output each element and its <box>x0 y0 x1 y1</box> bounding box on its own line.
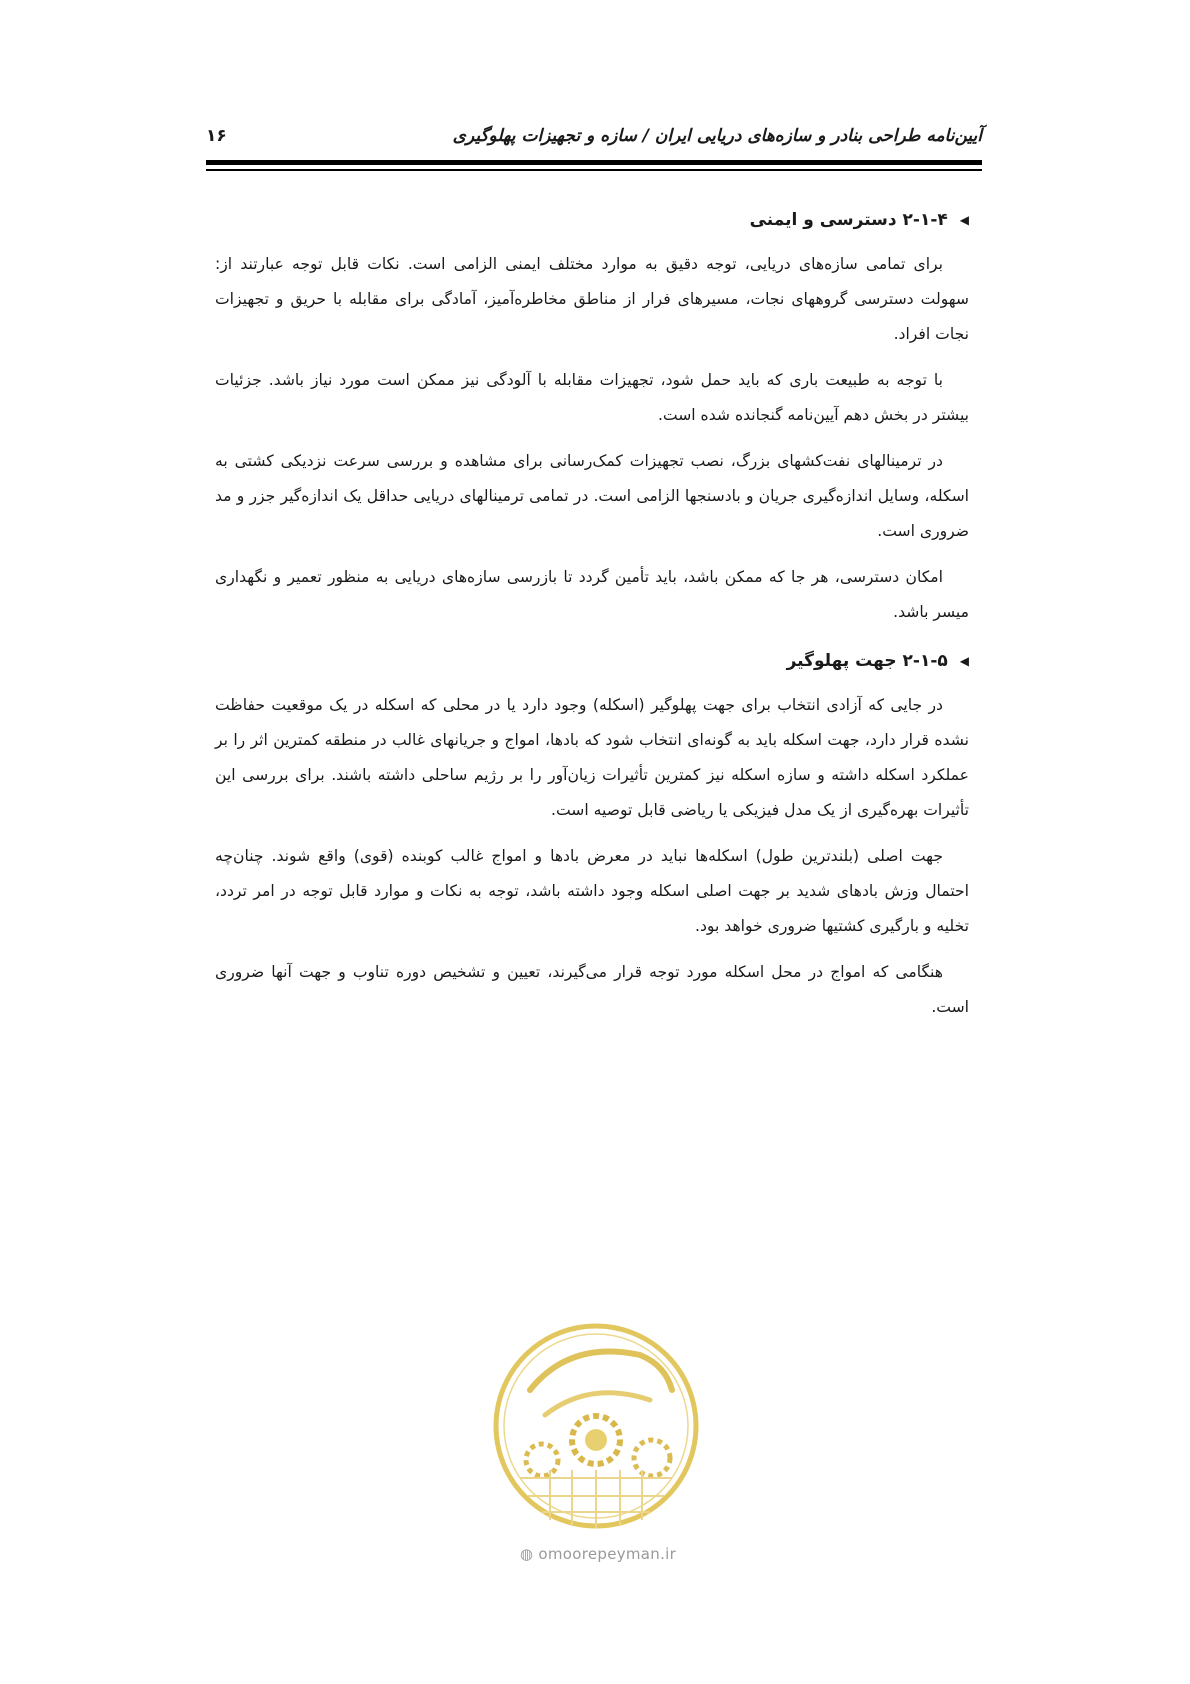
triangle-left-icon: ◀ <box>959 654 969 668</box>
paragraph: جهت اصلی (بلندترین طول) اسکله‌ها نباید در معرض بادها و امواج غالب کوبنده (قوی) واقع شوند. چنان‌چه احتمال وزش بادهای شدید بر جهت اصلی اسکله وجود داشته باشد، توجه به نکات و موارد قابل توجه در امر تردد، تخلیه و بارگیری کشتیها ضروری خواهد بود. <box>215 847 969 935</box>
paragraph: برای تمامی سازه‌های دریایی، توجه دقیق به موارد مختلف ایمنی الزامی است. نکات قابل توجه عبارتند از: سهولت دسترسی گروههای نجات، مسیرهای فرار از مناطق مخاطره‌آمیز، آمادگی برای مقابله با حریق و تجهیزات نجات افراد. <box>215 255 969 343</box>
header-title: آیین‌نامه طراحی بنادر و سازه‌های دریایی ایران / سازه و تجهیزات پهلوگیری <box>452 126 982 146</box>
section-berth-orientation <box>215 646 969 1025</box>
paragraph: در جایی که آزادی انتخاب برای جهت پهلوگیر (اسکله) وجود دارد یا در محلی که اسکله در یک موقعیت حفاظت نشده قرار دارد، جهت اسکله باید به گونه‌ای انتخاب شود که بادها، امواج و جریانهای غالب در منطقه کمترین اثر را بر عملکرد اسکله داشته و سازه اسکله نیز کمترین تأثیرات زیان‌آور را بر رژیم ساحلی داشته باشند. برای بررسی این تأثیرات بهره‌گیری از یک مدل فیزیکی یا ریاضی قابل توصیه است. <box>215 696 969 819</box>
watermark-url: omoorepeyman.ir <box>538 1545 677 1563</box>
paragraph: در ترمینالهای نفت‌کشهای بزرگ، نصب تجهیزات کمک‌رسانی برای مشاهده و بررسی سرعت نزدیکی کشتی به اسکله، وسایل اندازه‌گیری جریان و بادسنجها الزامی است. در تمامی ترمینالهای دریایی حداقل یک اندازه‌گیر جزر و مد ضروری است. <box>215 452 969 540</box>
running-header <box>206 118 982 158</box>
header-rule-thick <box>206 160 982 165</box>
header-rule-thin <box>206 169 982 171</box>
page-number: ۱۶ <box>206 126 227 146</box>
section-access-safety <box>215 205 969 630</box>
triangle-left-icon: ◀ <box>959 213 969 227</box>
paragraph: با توجه به طبیعت باری که باید حمل شود، تجهیزات مقابله با آلودگی نیز ممکن است مورد نیاز باشد. جزئیات بیشتر در بخش دهم آیین‌نامه گنجانده شده است. <box>215 371 969 424</box>
watermark-caption <box>488 1545 708 1563</box>
watermark-seal <box>490 1320 702 1532</box>
page-content <box>215 205 969 1036</box>
section-heading <box>215 205 969 235</box>
paragraph: امکان دسترسی، هر جا که ممکن باشد، باید تأمین گردد تا بازرسی سازه‌های دریایی به منظور تعمیر و نگهداری میسر باشد. <box>215 568 969 621</box>
paragraph: هنگامی که امواج در محل اسکله مورد توجه قرار می‌گیرند، تعیین و تشخیص دوره تناوب و جهت آنها ضروری است. <box>215 963 969 1016</box>
section-heading <box>215 646 969 676</box>
globe-icon: ◍ <box>519 1545 534 1563</box>
section-heading-text: ۲-۱-۵ جهت پهلوگیر <box>786 651 948 671</box>
section-heading-text: ۲-۱-۴ دسترسی و ایمنی <box>749 210 948 230</box>
